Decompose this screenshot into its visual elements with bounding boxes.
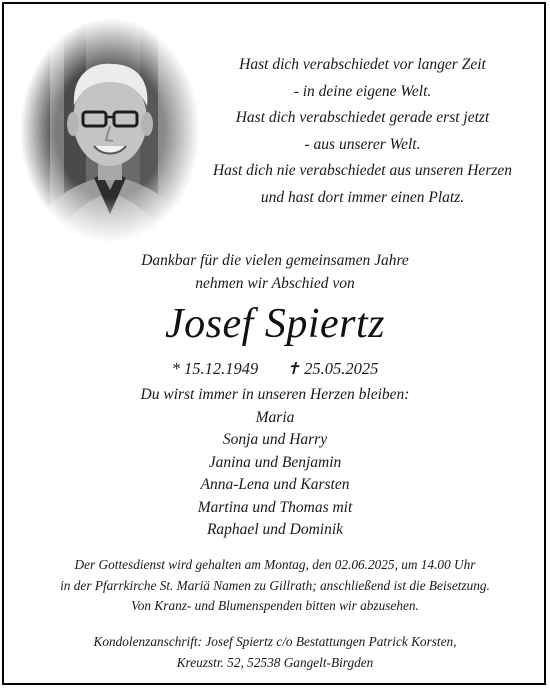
portrait-photo (20, 18, 200, 243)
intro-line: Dankbar für die vielen gemeinsamen Jahre (141, 252, 409, 269)
poem (185, 52, 540, 211)
family-member: Martina und Thomas mit (197, 498, 353, 516)
condolence-line: Kreuzstr. 52, 52538 Gangelt-Birgden (176, 654, 374, 670)
poem-line: Hast dich nie verabschiedet aus unseren Herzen (212, 162, 513, 179)
poem-line: - in deine eigene Welt. (293, 82, 432, 100)
farewell-intro (0, 249, 550, 295)
poem-line: und hast dort immer einen Platz. (260, 188, 465, 206)
deceased-name: Josef Spiertz (165, 301, 385, 347)
birth-date: * 15.12.1949 (171, 359, 259, 378)
death-date: ✝ 25.05.2025 (286, 359, 379, 378)
family-member: Raphael und Dominik (206, 521, 344, 538)
poem-line: - aus unserer Welt. (304, 135, 421, 153)
family-member: Maria (255, 408, 295, 426)
poem-line: Hast dich verabschiedet vor langer Zeit (239, 56, 486, 73)
service-line: in der Pfarrkirche St. Mariä Namen zu Gillrath; anschließend ist die Beisetzung. (60, 577, 490, 593)
family-member: Janina und Benjamin (208, 453, 342, 471)
intro-line: nehmen wir Abschied von (195, 275, 355, 292)
family-member: Anna-Lena und Karsten (200, 476, 350, 493)
condolence-address (0, 632, 550, 673)
condolence-line: Kondolenzanschrift: Josef Spiertz c/o Bestattungen Patrick Korsten, (93, 634, 457, 649)
life-dates (0, 357, 550, 381)
service-line: Von Kranz- und Blumenspenden bitten wir abzusehen. (131, 598, 419, 613)
family-list (0, 384, 550, 542)
funeral-service-info (0, 555, 550, 617)
poem-line: Hast dich verabschiedet gerade erst jetzt (235, 109, 490, 126)
family-heading: Du wirst immer in unseren Herzen bleiben: (140, 386, 410, 403)
service-line: Der Gottesdienst wird gehalten am Montag, den 02.06.2025, um 14.00 Uhr (74, 557, 476, 572)
family-member: Sonja und Harry (222, 431, 328, 448)
